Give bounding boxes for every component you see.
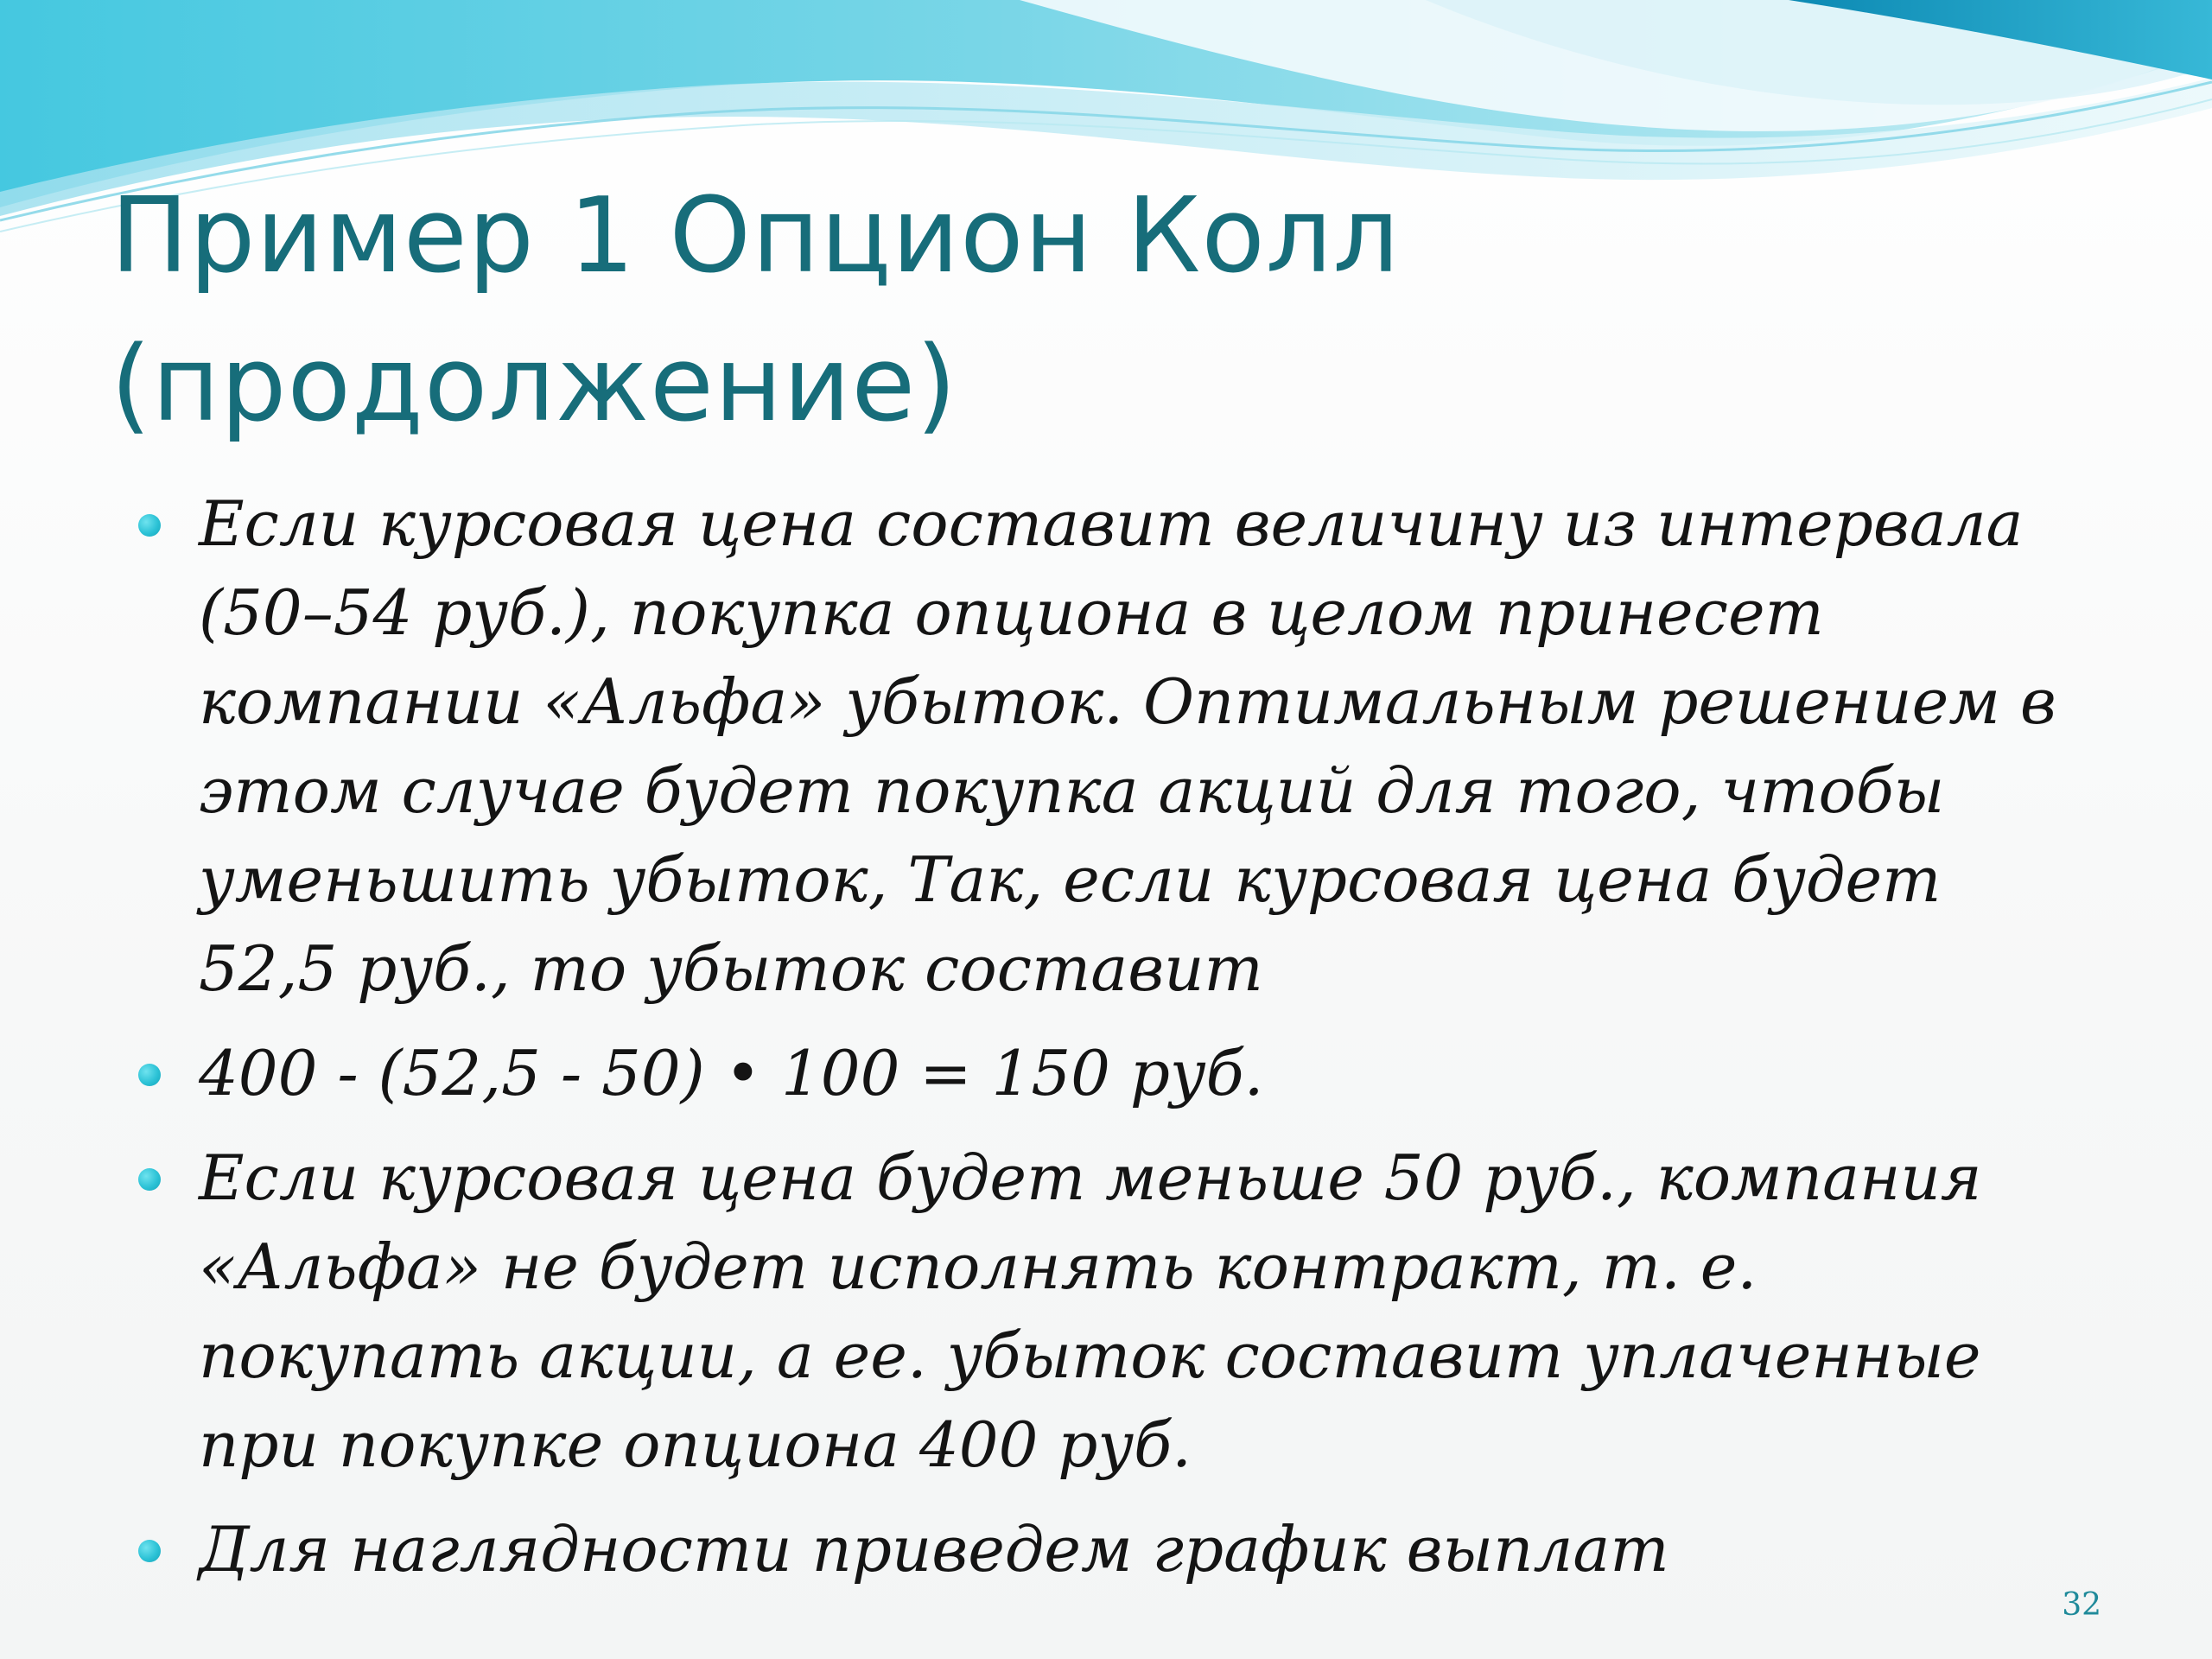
bullet-item — [138, 1029, 2091, 1118]
bullet-dot-icon — [138, 1168, 161, 1191]
bullet-text: 400 - (52,5 - 50) • 100 = 150 руб. — [199, 1037, 1264, 1109]
page-number: 32 — [2062, 1587, 2101, 1623]
bullet-dot-icon — [138, 514, 161, 537]
bullet-text: Для наглядности приведем график выплат — [199, 1513, 1669, 1586]
slide-title: Пример 1 Опцион Колл (продолжение) — [111, 176, 1401, 445]
bullet-list — [138, 480, 2091, 1610]
bullet-dot-icon — [138, 1540, 161, 1562]
bullet-item — [138, 1134, 2091, 1490]
bullet-text: Если курсовая цена составит величину из интервала (50–54 руб.), покупка опциона в целом принесет компании «Альфа» убыток. Оптимальным решением в этом случае будет покупка акций для того, чтобы уменьшить убыток, Так, если курсовая цена будет 52,5 руб., то убыток составит — [199, 487, 2056, 1005]
bullet-item — [138, 480, 2091, 1014]
bullet-item — [138, 1505, 2091, 1594]
bullet-dot-icon — [138, 1064, 161, 1086]
bullet-text: Если курсовая цена будет меньше 50 руб., компания «Альфа» не будет исполнять контракт, т. е. покупать акции, а ее. убыток составит уплаченные при покупке опциона 400 руб. — [199, 1141, 1982, 1481]
